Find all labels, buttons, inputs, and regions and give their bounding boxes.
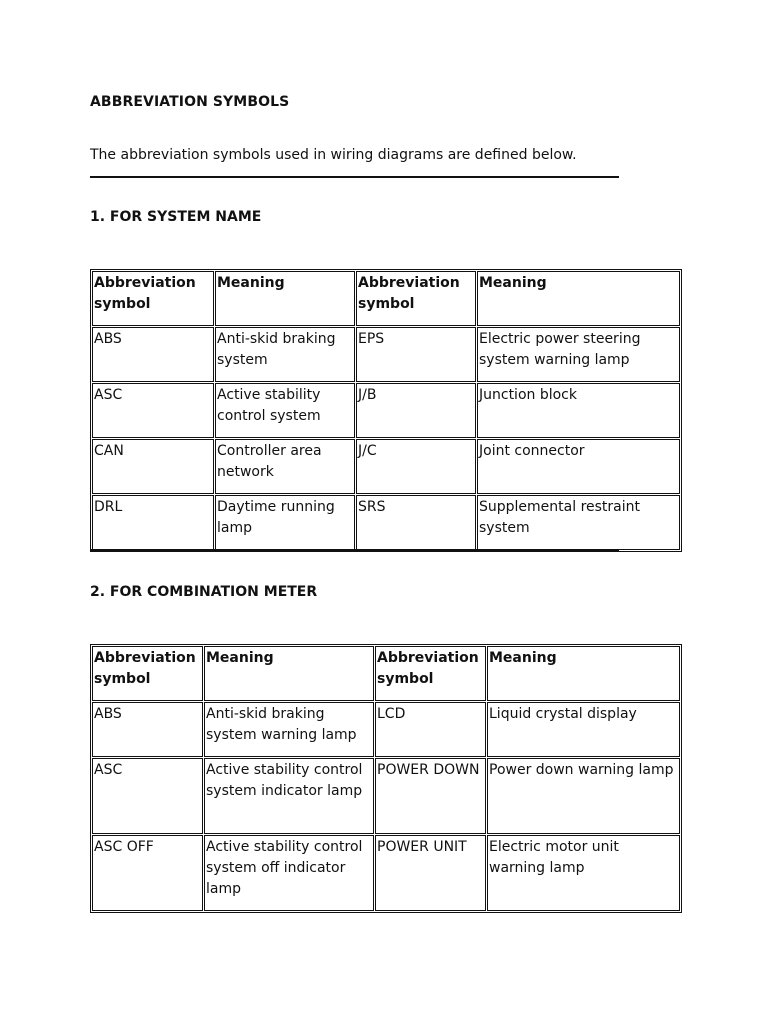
table-cell: LCD [375,702,486,757]
column-header: Meaning [215,271,355,326]
table-cell: Electric motor unit warning lamp [487,835,680,911]
table-cell: Active stability control system indicator lamp [204,758,374,834]
table-header-row [92,646,680,701]
table-row [92,835,680,911]
column-header: Meaning [204,646,374,701]
table-cell: Supplemental restraint system [477,495,680,550]
page-title: ABBREVIATION SYMBOLS [90,94,290,110]
table-cell: CAN [92,439,214,494]
column-header: Abbreviation symbol [375,646,486,701]
table-cell: ABS [92,702,203,757]
table-cell: Active stability control system [215,383,355,438]
table-cell: Active stability control system off indicator lamp [204,835,374,911]
table-cell: Power down warning lamp [487,758,680,834]
table-cell: POWER UNIT [375,835,486,911]
table-cell: Anti-skid braking system warning lamp [204,702,374,757]
table-cell: SRS [356,495,476,550]
divider [90,549,619,552]
intro-text: The abbreviation symbols used in wiring diagrams are defined below. [90,147,577,163]
column-header: Abbreviation symbol [92,271,214,326]
table-row [92,383,680,438]
divider [90,176,619,178]
table-cell: Controller area network [215,439,355,494]
table-cell: EPS [356,327,476,382]
table-cell: POWER DOWN [375,758,486,834]
table-row [92,495,680,550]
table-row [92,439,680,494]
table-cell: Anti-skid braking system [215,327,355,382]
section-heading-combination-meter: 2. FOR COMBINATION METER [90,584,318,600]
table-cell: Liquid crystal display [487,702,680,757]
section-heading-system-name: 1. FOR SYSTEM NAME [90,209,262,225]
table-cell: Electric power steering system warning lamp [477,327,680,382]
table-cell: Joint connector [477,439,680,494]
table-cell: Daytime running lamp [215,495,355,550]
table-cell: ASC OFF [92,835,203,911]
table-cell: J/C [356,439,476,494]
column-header: Meaning [477,271,680,326]
table-cell: J/B [356,383,476,438]
column-header: Abbreviation symbol [92,646,203,701]
table-cell: ABS [92,327,214,382]
column-header: Meaning [487,646,680,701]
table-header-row [92,271,680,326]
table-cell: DRL [92,495,214,550]
column-header: Abbreviation symbol [356,271,476,326]
table-cell: Junction block [477,383,680,438]
table-row [92,327,680,382]
combination-meter-table [90,644,682,913]
table-cell: ASC [92,758,203,834]
system-name-table [90,269,682,552]
table-row [92,758,680,834]
table-cell: ASC [92,383,214,438]
table-row [92,702,680,757]
